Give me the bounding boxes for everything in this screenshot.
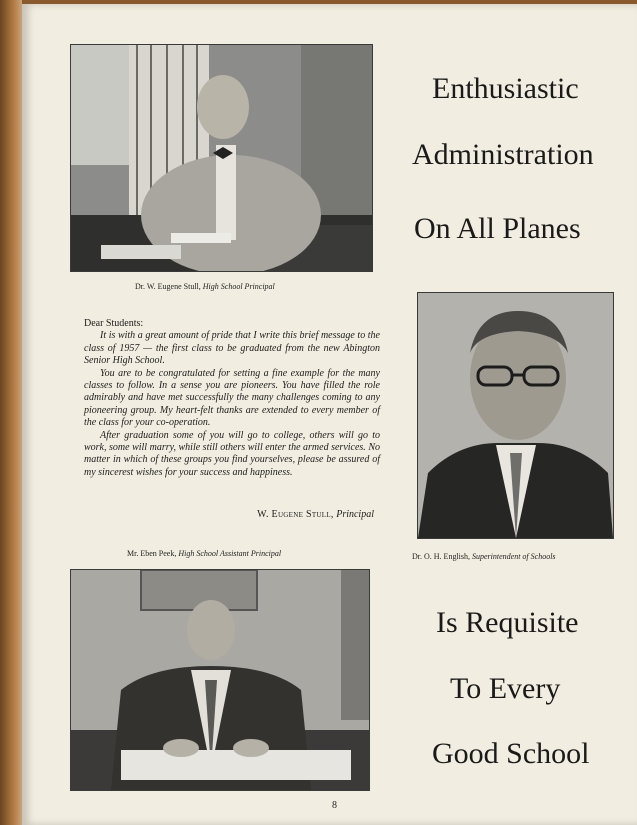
headline-line-6: Good School: [432, 737, 590, 770]
principal-photo: [70, 44, 373, 272]
assistant-principal-photo: [70, 569, 370, 791]
letter-salutation: Dear Students:: [84, 318, 144, 329]
headline-line-5: To Every: [450, 672, 561, 705]
letter-paragraph: You are to be congratulated for setting a fine example for the many classes to follow. In a sense you are pioneers. You have filled the role admirably and have met successfully the many challenges coming to any pioneering group. My heart-felt thanks are extended to every member of the class for your co-operation.: [84, 367, 380, 429]
headline-line-4: Is Requisite: [436, 606, 579, 639]
book-spine: [0, 0, 22, 825]
superintendent-caption: [412, 552, 556, 561]
superintendent-title: Superintendent of Schools: [472, 552, 556, 561]
principal-letter: [84, 318, 380, 479]
assistant-name: Mr. Eben Peek,: [127, 549, 177, 558]
letter-signature: [84, 509, 374, 520]
superintendent-name: Dr. O. H. English,: [412, 552, 470, 561]
signature-name: W. Eugene Stull,: [257, 509, 334, 520]
principal-caption: [135, 282, 275, 291]
headline-line-2: Administration: [412, 138, 594, 171]
letter-paragraph: After graduation some of you will go to college, others will go to work, some will marry, while still others will enter the armed services. No matter in which of these groups you find yourselves, please be assured of my sincerest wishes for your success and happiness.: [84, 429, 380, 478]
principal-name: Dr. W. Eugene Stull,: [135, 282, 201, 291]
page-number: 8: [332, 800, 337, 811]
principal-title: High School Principal: [202, 282, 275, 291]
letter-paragraph: It is with a great amount of pride that I write this brief message to the class of 1957 — the first class to be graduated from the new Abington Senior High School.: [84, 330, 380, 367]
assistant-caption: [127, 549, 281, 558]
superintendent-photo: [417, 292, 614, 539]
signature-role: Principal: [336, 509, 374, 520]
headline-line-3: On All Planes: [414, 212, 581, 245]
assistant-title: High School Assistant Principal: [178, 549, 282, 558]
headline-line-1: Enthusiastic: [432, 72, 579, 105]
